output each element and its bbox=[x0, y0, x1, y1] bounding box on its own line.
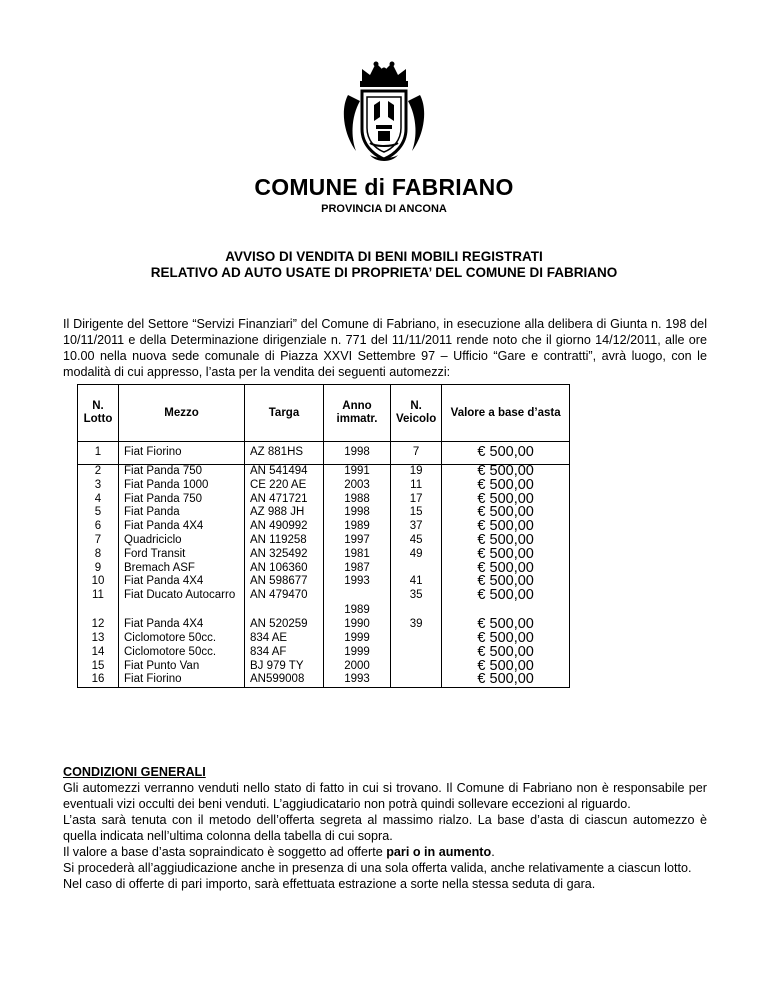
cell-valore: € 500,00 bbox=[442, 506, 570, 520]
cell-anno: 1990 bbox=[324, 618, 391, 632]
cell-lotto: 9 bbox=[78, 562, 119, 576]
cell-lotto: 12 bbox=[78, 618, 119, 632]
cell-anno: 1993 bbox=[324, 673, 391, 687]
cell-anno: 2003 bbox=[324, 479, 391, 493]
cell-mezzo: Bremach ASF bbox=[119, 562, 245, 576]
cell-valore: € 500,00 bbox=[442, 575, 570, 589]
cell-lotto: 14 bbox=[78, 646, 119, 660]
cell-mezzo: Fiat Ducato Autocarro bbox=[119, 589, 245, 618]
cell-anno: 2000 bbox=[324, 660, 391, 674]
conditions-p3-bold: pari o in aumento bbox=[386, 845, 492, 859]
cell-veicolo: 49 bbox=[391, 548, 442, 562]
conditions-p3-end: . bbox=[491, 845, 495, 859]
conditions-title: CONDIZIONI GENERALI bbox=[63, 765, 206, 779]
cell-valore: € 500,00 bbox=[442, 562, 570, 576]
cell-anno: 1989 bbox=[324, 589, 391, 618]
cell-veicolo bbox=[391, 562, 442, 576]
municipality-title: COMUNE di FABRIANO bbox=[254, 174, 514, 200]
cell-lotto: 10 bbox=[78, 575, 119, 589]
cell-veicolo: 11 bbox=[391, 479, 442, 493]
table-header-row bbox=[78, 385, 570, 442]
intro-paragraph: Il Dirigente del Settore “Servizi Finanziari” del Comune di Fabriano, in esecuzione alla delibera di Giunta n. 198 del 10/11/2011 e della Determinazione dirigenziale n. 771 del 11/11/2011 rende noto che il giorno 14/12/2011, alle ore 10.00 nella nuova sede comunale di Piazza XXVI Settembre 97 – Ufficio “Gare e contratti”, avrà luogo, con le modalità di cui appresso, l’asta per la vendita dei seguenti automezzi: bbox=[63, 317, 707, 379]
cell-veicolo: 19 bbox=[391, 465, 442, 479]
header-veicolo: N. Veicolo bbox=[391, 385, 442, 442]
cell-valore: € 500,00 bbox=[442, 673, 570, 687]
cell-valore: € 500,00 bbox=[442, 660, 570, 674]
cell-targa: AZ 881HS bbox=[245, 442, 324, 465]
cell-targa: AN599008 bbox=[245, 673, 324, 687]
cell-lotto: 5 bbox=[78, 506, 119, 520]
cell-lotto: 11 bbox=[78, 589, 119, 618]
cell-veicolo: 41 bbox=[391, 575, 442, 589]
general-conditions bbox=[63, 764, 707, 892]
cell-valore: € 500,00 bbox=[442, 479, 570, 493]
header-lotto: N. Lotto bbox=[78, 385, 119, 442]
cell-veicolo bbox=[391, 632, 442, 646]
conditions-paragraph-5: Nel caso di offerte di pari importo, sarà effettuata estrazione a sorte nella stessa seduta di gara. bbox=[63, 877, 596, 891]
cell-targa: 834 AF bbox=[245, 646, 324, 660]
cell-targa: AN 106360 bbox=[245, 562, 324, 576]
cell-mezzo: Ciclomotore 50cc. bbox=[119, 646, 245, 660]
table-row bbox=[78, 442, 570, 465]
cell-mezzo: Fiat Panda 750 bbox=[119, 465, 245, 479]
cell-lotto: 8 bbox=[78, 548, 119, 562]
cell-lotto: 1 bbox=[78, 442, 119, 465]
cell-valore: € 500,00 bbox=[442, 548, 570, 562]
cell-mezzo: Fiat Panda bbox=[119, 506, 245, 520]
cell-mezzo: Ford Transit bbox=[119, 548, 245, 562]
cell-mezzo: Fiat Punto Van bbox=[119, 660, 245, 674]
notice-heading-line-1: AVVISO DI VENDITA DI BENI MOBILI REGISTRATI bbox=[225, 249, 543, 264]
cell-valore: € 500,00 bbox=[442, 520, 570, 534]
cell-lotto: 4 bbox=[78, 493, 119, 507]
cell-veicolo bbox=[391, 646, 442, 660]
conditions-paragraph-1: Gli automezzi verranno venduti nello stato di fatto in cui si trovano. Il Comune di Fabriano non è responsabile per eventuali vizi occulti dei beni venduti. L’aggiudicatario non potrà quindi sollevare eccezioni al riguardo. bbox=[63, 781, 707, 811]
cell-targa: AZ 988 JH bbox=[245, 506, 324, 520]
cell-veicolo bbox=[391, 660, 442, 674]
cell-valore: € 500,00 bbox=[442, 442, 570, 465]
province-subtitle: PROVINCIA DI ANCONA bbox=[321, 203, 447, 215]
header-mezzo: Mezzo bbox=[119, 385, 245, 442]
coat-of-arms-icon bbox=[340, 55, 428, 165]
cell-veicolo: 15 bbox=[391, 506, 442, 520]
conditions-p3-text: Il valore a base d’asta sopraindicato è soggetto ad offerte bbox=[63, 845, 387, 859]
cell-anno: 1981 bbox=[324, 548, 391, 562]
cell-mezzo: Fiat Panda 1000 bbox=[119, 479, 245, 493]
table-body bbox=[78, 442, 570, 688]
cell-mezzo: Fiat Panda 4X4 bbox=[119, 520, 245, 534]
cell-targa: AN 471721 bbox=[245, 493, 324, 507]
cell-mezzo: Fiat Panda 750 bbox=[119, 493, 245, 507]
cell-veicolo: 39 bbox=[391, 618, 442, 632]
cell-lotto: 15 bbox=[78, 660, 119, 674]
cell-mezzo: Fiat Fiorino bbox=[119, 442, 245, 465]
cell-valore: € 500,00 bbox=[442, 632, 570, 646]
cell-anno: 1991 bbox=[324, 465, 391, 479]
cell-lotto: 13 bbox=[78, 632, 119, 646]
conditions-paragraph-3 bbox=[63, 844, 707, 860]
cell-veicolo: 7 bbox=[391, 442, 442, 465]
cell-lotto: 16 bbox=[78, 673, 119, 687]
cell-mezzo: Ciclomotore 50cc. bbox=[119, 632, 245, 646]
cell-targa: CE 220 AE bbox=[245, 479, 324, 493]
cell-lotto: 3 bbox=[78, 479, 119, 493]
cell-anno: 1998 bbox=[324, 506, 391, 520]
cell-valore: € 500,00 bbox=[442, 589, 570, 618]
cell-veicolo bbox=[391, 673, 442, 687]
cell-targa: AN 479470 bbox=[245, 589, 324, 618]
cell-lotto: 7 bbox=[78, 534, 119, 548]
cell-anno: 1987 bbox=[324, 562, 391, 576]
cell-targa: BJ 979 TY bbox=[245, 660, 324, 674]
header-targa: Targa bbox=[245, 385, 324, 442]
cell-valore: € 500,00 bbox=[442, 465, 570, 479]
cell-lotto: 2 bbox=[78, 465, 119, 479]
cell-veicolo: 45 bbox=[391, 534, 442, 548]
cell-mezzo: Fiat Fiorino bbox=[119, 673, 245, 687]
cell-targa: 834 AE bbox=[245, 632, 324, 646]
cell-anno: 1988 bbox=[324, 493, 391, 507]
cell-targa: AN 598677 bbox=[245, 575, 324, 589]
cell-mezzo: Fiat Panda 4X4 bbox=[119, 575, 245, 589]
cell-valore: € 500,00 bbox=[442, 534, 570, 548]
vehicles-table bbox=[77, 384, 570, 688]
cell-mezzo: Fiat Panda 4X4 bbox=[119, 618, 245, 632]
cell-anno: 1999 bbox=[324, 646, 391, 660]
cell-targa: AN 490992 bbox=[245, 520, 324, 534]
cell-mezzo: Quadriciclo bbox=[119, 534, 245, 548]
cell-targa: AN 325492 bbox=[245, 548, 324, 562]
cell-anno: 1999 bbox=[324, 632, 391, 646]
cell-targa: AN 520259 bbox=[245, 618, 324, 632]
cell-veicolo: 35 bbox=[391, 589, 442, 618]
cell-valore: € 500,00 bbox=[442, 646, 570, 660]
cell-targa: AN 541494 bbox=[245, 465, 324, 479]
cell-lotto: 6 bbox=[78, 520, 119, 534]
conditions-paragraph-2: L’asta sarà tenuta con il metodo dell’offerta segreta al massimo rialzo. La base d’asta di ciascun automezzo è quella indicata nell’ultima colonna della tabella di cui sopra. bbox=[63, 813, 707, 843]
notice-heading-line-2: RELATIVO AD AUTO USATE DI PROPRIETA’ DEL COMUNE DI FABRIANO bbox=[150, 265, 618, 280]
table-row bbox=[78, 589, 570, 618]
cell-anno: 1993 bbox=[324, 575, 391, 589]
cell-valore: € 500,00 bbox=[442, 493, 570, 507]
header-valore: Valore a base d’asta bbox=[442, 385, 570, 442]
cell-anno: 1997 bbox=[324, 534, 391, 548]
conditions-paragraph-4: Si procederà all’aggiudicazione anche in presenza di una sola offerta valida, anche relativamente a ciascun lotto. bbox=[63, 861, 692, 875]
table-row bbox=[78, 673, 570, 687]
cell-veicolo: 37 bbox=[391, 520, 442, 534]
cell-valore: € 500,00 bbox=[442, 618, 570, 632]
notice-heading bbox=[0, 249, 768, 281]
header-anno: Anno immatr. bbox=[324, 385, 391, 442]
cell-targa: AN 119258 bbox=[245, 534, 324, 548]
cell-anno: 1998 bbox=[324, 442, 391, 465]
cell-veicolo: 17 bbox=[391, 493, 442, 507]
cell-anno: 1989 bbox=[324, 520, 391, 534]
